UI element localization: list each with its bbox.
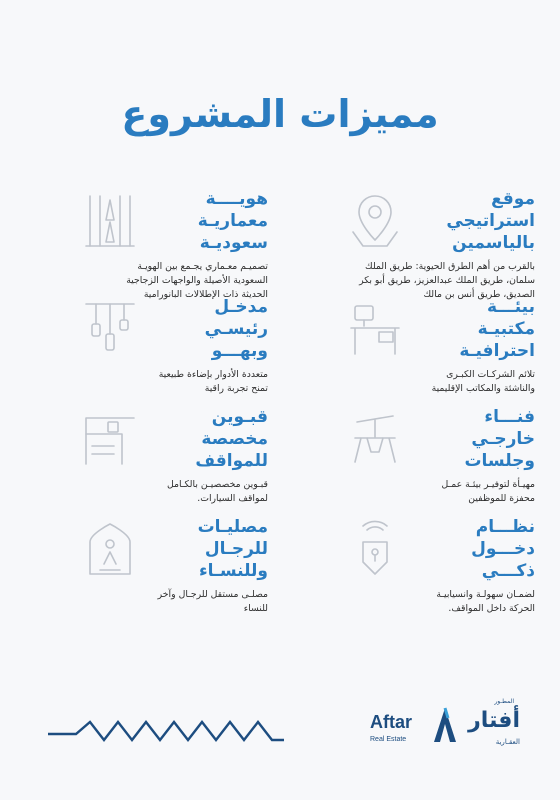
feature-title: موقع استراتيجي بالياسمين <box>446 189 535 253</box>
logo-mark-icon <box>432 706 458 744</box>
logo-sub-en: Real Estate <box>370 736 407 743</box>
feature-desc: تلائم الشركـات الكبـرى والناشئة والمكاتب الإقليمية <box>431 369 535 394</box>
logo-name-ar: أفتار <box>468 708 520 733</box>
feature-desc: مهيـأة لتوفيـر بيئـة عمـل محفزة للموظفين <box>441 479 535 504</box>
logo-sub-ar: العقـارية <box>495 738 520 746</box>
prayer-room-icon <box>82 520 138 580</box>
building-facade-icon <box>82 192 138 252</box>
feature-title: بيئـــة مكتبيـة احترافيـة <box>459 297 535 361</box>
feature-desc: قبـوين مخصصيـن بالكـامل لمواقف السيارات. <box>166 479 268 504</box>
pendant-lights-icon <box>82 300 138 360</box>
feature-title: مصليـات للرجـال وللنسـاء <box>197 517 268 581</box>
feature-title: مدخـل رئيسـي وبهـــو <box>204 297 268 361</box>
outdoor-seating-icon <box>347 410 403 470</box>
page-title: مميزات المشروع <box>121 92 439 136</box>
feature-desc: مصلـى مستقل للرجـال وآخر للنساء <box>157 589 268 614</box>
map-pin-icon <box>347 192 403 252</box>
logo-tag-ar: المطـور <box>494 698 514 705</box>
parking-basement-icon <box>82 410 138 470</box>
feature-title: هويــــة معماريـة سعوديـة <box>197 189 268 253</box>
feature-desc: بالقرب من أهم الطرق الحيوية: طريق الملك سلمان، طريق الملك عبدالعزيز، طريق أبو بكر الصديق، طريق أنس بن مالك <box>359 261 535 300</box>
smart-access-icon <box>347 520 403 580</box>
decorative-waves <box>46 716 286 746</box>
feature-title: فنـــاء خارجـي وجلسات <box>464 407 535 471</box>
feature-desc: متعددة الأدوار بإضاءة طبيعية تمنح تجربة راقية <box>158 369 268 394</box>
feature-desc: تصميـم معـماري يجـمع بين الهويـة السعودية الأصيلة والواجهات الزجاجية الحديثة ذات الإطلالات البانورامية <box>126 261 268 300</box>
logo-name-en: Aftar <box>370 712 413 732</box>
feature-title: قبـوين مخصصة للمواقف <box>195 407 268 471</box>
office-desk-icon <box>347 300 403 360</box>
feature-title: نظـــام دخـــول ذكـــي <box>471 517 535 581</box>
developer-logo <box>370 698 520 758</box>
feature-desc: لضمـان سهولـة وانسيابيـة الحركة داخل المواقف. <box>436 589 535 614</box>
